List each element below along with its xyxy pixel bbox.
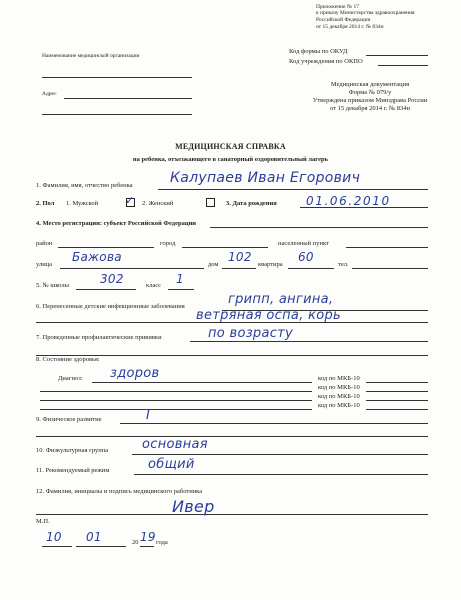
male-check-mark: ✓ [125, 194, 135, 207]
doc-line-3: Утверждена приказом Минздрава России [312, 97, 428, 104]
signature: Ивер [172, 497, 215, 516]
region-line [210, 227, 428, 228]
street-line [60, 268, 204, 269]
field-1-line [158, 189, 428, 190]
field-11-label: 11. Рекомендуемый режим [36, 467, 110, 474]
mkb-line-3 [366, 400, 428, 401]
field-1-label: 1. Фамилия, имя, отчество ребенка [36, 182, 133, 189]
pe-group-line [132, 454, 428, 455]
regime-line [134, 474, 428, 475]
okpo-line [378, 65, 428, 66]
field-2-label: 2. Пол [36, 200, 55, 207]
mkb-line-4 [366, 409, 428, 410]
sex-female-label: 2. Женский [142, 200, 174, 207]
mkb-label-2: код по МКБ-10 [318, 384, 360, 391]
mkb-label-1: код по МКБ-10 [318, 375, 360, 382]
diseases-value-2: ветряная оспа, корь [196, 308, 341, 323]
diagnosis-line [92, 382, 312, 383]
diagnosis-line-3 [40, 400, 312, 401]
apartment-value: 60 [298, 250, 314, 264]
district-label: район [36, 240, 53, 247]
house-label: дом [208, 261, 219, 268]
field-3-label: 3. Дата рождения [226, 200, 277, 207]
house-value: 102 [228, 250, 252, 264]
org-name-label: Наименование медицинской организации [42, 53, 140, 59]
sex-male-label: 1. Мужской [66, 200, 99, 207]
regime-value: общий [148, 457, 195, 472]
apartment-line [288, 268, 334, 269]
date-day-line [42, 546, 72, 547]
field-12-label: 12. Фамилия, инициалы и подпись медицинского работника [36, 488, 203, 495]
page-subtitle: на ребенка, отъезжающего в санаторный оздоровительный лагерь [132, 156, 329, 163]
appendix-line-3: Российской Федерации [316, 17, 371, 23]
doc-line-2: Форма № 079/у [348, 89, 392, 96]
physical-line-2 [36, 436, 428, 437]
phone-line [352, 268, 428, 269]
field-7-label: 7. Проведенные профилактические прививки [36, 334, 162, 341]
address-label: Адрес [42, 91, 57, 97]
physical-line [120, 423, 428, 424]
org-name-line [42, 77, 192, 78]
street-label: улица [36, 261, 53, 268]
diseases-value-1: грипп, ангина, [228, 292, 334, 307]
appendix-line-1: Приложение № 17 [316, 4, 360, 10]
year-word: года [156, 539, 168, 546]
field-5-label: 5. № школы [36, 282, 69, 289]
address-line [64, 98, 192, 99]
date-day-value: 10 [46, 530, 62, 544]
district-line [58, 247, 154, 248]
field-6-label: 6. Перенесенные детские инфекционные заболевания [36, 303, 185, 310]
field-8-label: 8. Состояние здоровья: [36, 356, 100, 363]
child-name-value: Калупаев Иван Егорович [170, 170, 361, 186]
date-month-value: 01 [86, 530, 102, 544]
diagnosis-line-2 [40, 391, 312, 392]
year-line [140, 546, 154, 547]
stamp-label: М.П. [36, 518, 50, 525]
class-value: 1 [176, 272, 184, 286]
mkb-line-2 [366, 391, 428, 392]
diagnosis-line-4 [40, 409, 312, 410]
okud-line [366, 55, 428, 56]
diagnosis-value: здоров [110, 366, 160, 381]
year-prefix: 20 [132, 539, 139, 546]
address-line-2 [42, 114, 192, 115]
mkb-label-4: код по МКБ-10 [318, 402, 360, 409]
school-line [76, 289, 136, 290]
pe-group-value: основная [142, 437, 208, 452]
sex-female-checkbox[interactable] [206, 198, 215, 207]
street-value: Бажова [72, 250, 122, 264]
physical-value: I [146, 408, 151, 423]
settlement-label: населенный пункт [278, 240, 329, 247]
doc-line-4: от 15 декабря 2014 г. № 834н [330, 105, 410, 112]
mkb-label-3: код по МКБ-10 [318, 393, 360, 400]
diagnosis-label: Диагноз: [58, 375, 83, 382]
field-10-label: 10. Физкультурная группа [36, 447, 109, 454]
okud-label: Код формы по ОКУД [289, 48, 348, 55]
okpo-label: Код учреждения по ОКПО [289, 58, 363, 65]
field-4-label: 4. Место регистрации: субъект Российской Федерации [36, 220, 197, 227]
field-9-label: 9. Физическое развитие [36, 416, 102, 423]
doc-line-1: Медицинская документация [330, 81, 410, 88]
school-value: 302 [100, 272, 124, 286]
birth-date-value: 01.06.2010 [306, 194, 391, 208]
appendix-line-4: от 15 декабря 2014 г. № 834н [316, 24, 384, 30]
page-title: МЕДИЦИНСКАЯ СПРАВКА [175, 142, 286, 151]
settlement-line [346, 247, 428, 248]
apartment-label: квартира [258, 261, 283, 268]
year-suffix-value: 19 [140, 530, 156, 544]
house-line [222, 268, 256, 269]
class-label: класс [146, 282, 162, 289]
vaccinations-value: по возрасту [208, 326, 294, 341]
signature-line [36, 514, 428, 515]
city-label: город [160, 240, 176, 247]
class-line [168, 289, 194, 290]
mkb-line-1 [366, 382, 428, 383]
vaccinations-line [190, 341, 428, 342]
appendix-line-2: к приказу Министерства здравоохранения [316, 10, 415, 16]
city-line [182, 247, 268, 248]
date-month-line [76, 546, 126, 547]
phone-label: тел. [338, 261, 349, 268]
